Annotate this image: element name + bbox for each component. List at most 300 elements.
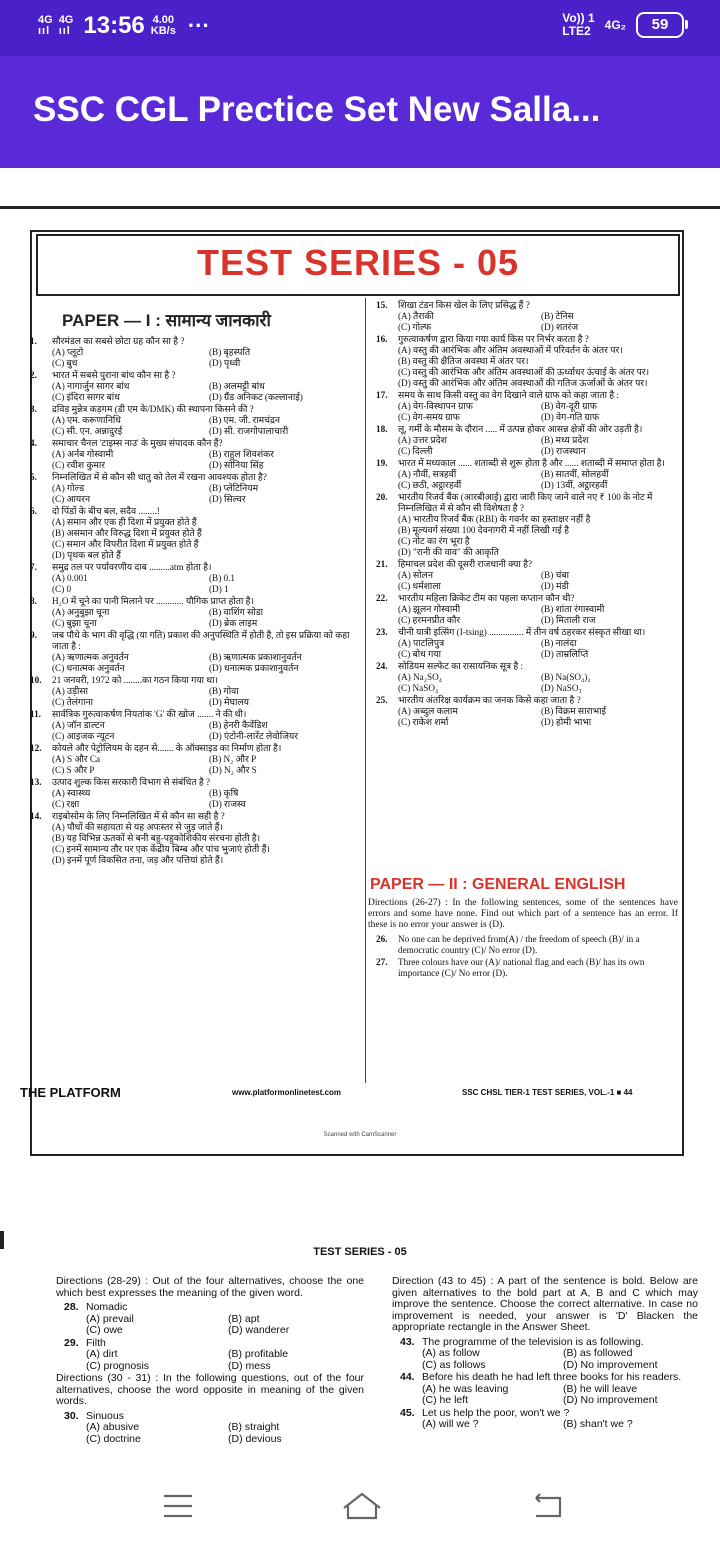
question-number: 22.	[376, 593, 388, 603]
footer-url: www.platformonlinetest.com	[232, 1088, 342, 1097]
question-body	[52, 472, 360, 505]
question-options	[52, 449, 360, 471]
signal-2	[59, 15, 74, 37]
option: (D) 13वीं, अट्ठारहवीं	[541, 480, 608, 490]
option: (B) नालंदा	[541, 638, 577, 648]
option: (C) समान और विपरीत दिशा में प्रयुक्त होते हैं	[52, 539, 199, 549]
option: (B) वस्तु की क्षैतिज अवस्था में अंतर पर।	[398, 356, 529, 366]
test-series-banner	[36, 234, 680, 296]
option: (B) प्लेटिनियम	[209, 483, 259, 493]
question-text: राइबोसोम के लिए निम्नलिखित में से कौन सा सही है ?	[52, 811, 225, 821]
question-body	[52, 404, 360, 437]
option: (D) No improvement	[563, 1358, 658, 1371]
question-body	[52, 370, 360, 403]
question-item	[368, 695, 678, 728]
option: (A) अब्दुल कलाम	[398, 706, 458, 716]
option: (A) prevail	[86, 1312, 134, 1325]
question-text: समाचार चैनल 'टाइम्स नाउ' के मुख्य संपादक कौन हैं?	[52, 438, 223, 448]
question-options	[398, 345, 678, 389]
option: (D) वस्तु की आरंभिक और अंतिम अवस्थाओं की गतिज ऊर्जाओं के अंतर पर।	[398, 378, 648, 388]
option: (D) पृथ्वी	[209, 358, 241, 368]
option: (A) he was leaving	[422, 1382, 509, 1395]
question-options	[398, 638, 678, 660]
question-body	[398, 627, 678, 660]
question-options	[422, 1384, 698, 1407]
question-44	[392, 1372, 698, 1407]
question-options	[398, 706, 678, 728]
question-item	[368, 334, 678, 389]
option: (B) असमान और विरुद्ध दिशा में प्रयुक्त होते हैं	[52, 528, 202, 538]
question-number: 5.	[30, 472, 37, 482]
signal-bars-icon: ııl	[38, 25, 51, 37]
question-number: 43.	[400, 1335, 415, 1348]
question-text: Three colours have our (A)/ national flag and each (B)/ has its own importance (C)/ No error (D).	[398, 957, 645, 978]
option: (A) उत्तर प्रदेश	[398, 435, 447, 445]
option: (C) रक्षा	[52, 799, 80, 809]
question-options	[422, 1419, 698, 1431]
question-body	[52, 630, 360, 674]
question-text: चीनी यात्री इत्सिंग (I-tsing) ............... में तीन वर्ष ठहरकर संस्कृत सीखा था।	[398, 627, 646, 637]
option: (A) पौधों की सहायता से यह अपःस्तर से जुड़ जाते हैं।	[52, 822, 224, 832]
question-text: Filth	[86, 1336, 106, 1349]
option: (B) एम. जी. रामचंद्रन	[209, 415, 280, 425]
question-item	[22, 811, 360, 866]
option: (C) he left	[422, 1394, 469, 1406]
page2-right-column	[392, 1276, 698, 1432]
option: (D) मंडी	[541, 581, 569, 591]
speed-unit: KB/s	[150, 25, 176, 37]
question-number: 2.	[30, 370, 37, 380]
question-30	[56, 1411, 364, 1446]
question-item	[368, 593, 678, 626]
option: (A) प्लूटो	[52, 347, 84, 357]
question-body	[398, 661, 678, 694]
question-item	[368, 627, 678, 660]
option: (A) नौवीं, सत्रहवीं	[398, 469, 457, 479]
option: (A) अनुबुझा चूना	[52, 607, 110, 617]
question-options	[52, 822, 360, 866]
paper1-left-column	[22, 336, 360, 867]
option: (C) doctrine	[86, 1432, 141, 1445]
option: (A) will we ?	[422, 1418, 479, 1430]
option: (D) वेग-गति ग्राफ	[541, 412, 600, 422]
option: (B) वेग-दूरी ग्राफ	[541, 401, 597, 411]
question-body	[398, 390, 678, 423]
option: (C) इनमें सामान्य तौर पर एक केंद्रीय बिम्ब और पांच भुजाएं होती हैं।	[52, 844, 270, 854]
question-options	[398, 311, 678, 333]
question-number: 21.	[376, 559, 388, 569]
document-viewer[interactable]	[0, 168, 720, 1468]
question-item	[392, 1408, 698, 1431]
option: (B) शांता रंगास्वामी	[541, 604, 605, 614]
question-body	[86, 1411, 364, 1446]
question-number: 45.	[400, 1406, 415, 1419]
question-body	[52, 675, 360, 708]
question-options	[398, 401, 678, 423]
question-options	[52, 483, 360, 505]
option: (D) ताम्रलिप्ति	[541, 649, 589, 659]
question-number: 1.	[30, 336, 37, 346]
question-body	[422, 1372, 698, 1407]
paper1-right-column	[368, 300, 678, 729]
question-28	[56, 1302, 364, 1337]
question-number: 7.	[30, 562, 37, 572]
option: (D) wanderer	[228, 1324, 290, 1336]
question-text: हिमाचल प्रदेश की दूसरी राजधानी क्या है?	[398, 559, 533, 569]
question-number: 14.	[30, 811, 42, 821]
option: (C) आयरन	[52, 494, 91, 504]
question-number: 3.	[30, 404, 37, 414]
option: (C) सी. एन. अन्नादुरई	[52, 426, 123, 436]
question-options	[86, 1422, 364, 1445]
option: (A) समान और एक ही दिशा में प्रयुक्त होते हैं	[52, 517, 197, 527]
question-text: निम्नलिखित में से कौन सी धातु को तेल में रखना आवश्यक होता है?	[52, 472, 267, 482]
option: (D) राजस्व	[209, 799, 246, 809]
battery-icon: 59	[636, 12, 684, 38]
option: (B) वाशिंग सोडा	[209, 607, 264, 617]
option: (C) गोल्फ	[398, 322, 432, 332]
option: (C) NaSO₄	[398, 683, 439, 693]
question-number: 24.	[376, 661, 388, 671]
question-item	[368, 559, 678, 592]
question-text: H₂O में चूने का पानी मिलाने पर ............ यौगिक प्राप्त होता है।	[52, 596, 255, 606]
question-text: Let us help the poor, won't we ?	[422, 1406, 570, 1419]
question-body	[422, 1337, 698, 1372]
question-number: 12.	[30, 743, 42, 753]
question-text: Nomadic	[86, 1301, 128, 1313]
question-options	[52, 788, 360, 810]
question-number: 15.	[376, 300, 388, 310]
question-body	[398, 593, 678, 626]
question-options	[52, 347, 360, 369]
option: (A) सोलन	[398, 570, 433, 580]
question-number: 20.	[376, 492, 388, 502]
option: (C) दिल्ली	[398, 446, 433, 456]
question-options	[398, 604, 678, 626]
option: (B) चंबा	[541, 570, 570, 580]
question-item	[368, 661, 678, 694]
question-text: भारतीय अंतरिक्ष कार्यक्रम का जनक किसे कहा जाता है ?	[398, 695, 581, 705]
question-item	[368, 300, 678, 333]
app-title: SSC CGL Prectice Set New Salla...	[33, 90, 601, 129]
question-body	[398, 458, 678, 491]
question-options	[52, 754, 360, 776]
question-options	[52, 686, 360, 708]
option: (C) धर्मशाला	[398, 581, 441, 591]
option: (B) apt	[228, 1312, 260, 1325]
signal-1	[38, 15, 53, 37]
option: (C) बुझा चूना	[52, 618, 97, 628]
question-item	[22, 404, 360, 437]
option: (C) राकेश शर्मा	[398, 717, 449, 727]
question-body	[52, 777, 360, 810]
question-text: भारतीय महिला क्रिकेट टीम का पहला कप्तान कौन थी?	[398, 593, 575, 603]
status-bar	[0, 0, 720, 56]
question-43	[392, 1337, 698, 1372]
option: (D) राजस्थान	[541, 446, 586, 456]
option: (A) स्वास्थ्य	[52, 788, 91, 798]
question-body	[398, 934, 678, 956]
question-text: द्रविड़ मुन्नेत्र कड़गम (डी एम के/DMK) की स्थापना किसने की ?	[52, 404, 254, 414]
option: (B) हेनरी कैवेंडिश	[209, 720, 268, 730]
question-number: 10.	[30, 675, 42, 685]
option: (D) सोनिया सिंह	[209, 460, 264, 470]
page-top-rule	[0, 206, 720, 209]
question-item	[22, 562, 360, 595]
option: (B) मध्य प्रदेश	[541, 435, 589, 445]
directions-30-31: Directions (30 - 31) : In the following questions, out of the four alternatives, choose the word opposite in meaning of the given words.	[56, 1372, 364, 1407]
question-item	[368, 957, 678, 979]
question-body	[86, 1338, 364, 1373]
option: (C) बुध	[52, 358, 78, 368]
option: (B) मूल्यवर्ग संख्या 100 देवनागरी में नहीं लिखी गई है	[398, 525, 569, 535]
option: (C) prognosis	[86, 1359, 150, 1372]
option: (C) आइजक न्यूटन	[52, 731, 115, 741]
option: (A) गोल्ड	[52, 483, 85, 493]
option: (A) पाटलिपुत्र	[398, 638, 445, 648]
paper1-heading: PAPER — I : सामान्य जानकारी	[62, 311, 271, 330]
option: (C) हरमनप्रीत कौर	[398, 615, 461, 625]
question-item	[368, 492, 678, 558]
question-body	[398, 492, 678, 558]
option: (C) 0	[52, 584, 72, 594]
question-text: No one can be deprived from(A) / the freedom of speech (B)/ in a democratic country (C)/ No error (D).	[398, 934, 640, 955]
option: (D) "रानी की वाव" की आकृति	[398, 547, 499, 557]
question-text: जब पौधे के भाग की वृद्धि (या गति) प्रकाश की अनुपस्थिति में होती है, तो इस प्रक्रिया को कहा जाता है :	[52, 630, 350, 651]
question-item	[56, 1302, 364, 1337]
question-options	[52, 652, 360, 674]
scanned-watermark: Scanned with CamScanner	[323, 1132, 397, 1138]
question-item	[22, 743, 360, 776]
question-item	[368, 934, 678, 956]
question-item	[56, 1338, 364, 1373]
volte-top: Vo)) 1	[562, 11, 595, 25]
option: (A) dirt	[86, 1348, 118, 1360]
question-body	[398, 424, 678, 457]
question-item	[22, 438, 360, 471]
directions-43-45: Direction (43 to 45) : A part of the sentence is bold. Below are given alternatives to the bold part at A, B and C which may improve the sentence. Choose the correct alternative. In case no improvement is needed, your answer is 'D' Blacken the appropriate rectangle in the Answer Sheet.	[392, 1275, 698, 1333]
question-options	[398, 570, 678, 592]
question-number: 28.	[64, 1301, 79, 1313]
question-item	[56, 1411, 364, 1446]
option: (B) profitable	[228, 1348, 289, 1360]
option: (B) अलमट्टी बांध	[209, 381, 265, 391]
english-directions: Directions (26-27) : In the following sentences, some of the sentences have errors and some have none. Find out which part of a sentence has an error. If these is no error your answer is (D).	[368, 898, 678, 930]
network-speed	[151, 15, 176, 37]
question-body	[52, 336, 360, 369]
option: (B) यह विभिन्न ऊतकों से बनी बहु-पहुकोशिकीय संरचना होती है।	[52, 833, 261, 843]
question-text: उत्पाद शुल्क किस सरकारी विभाग से संबंधित है ?	[52, 777, 211, 787]
question-options	[86, 1314, 364, 1337]
back-icon[interactable]	[530, 1488, 566, 1524]
option: (A) as follow	[422, 1347, 480, 1359]
question-number: 9.	[30, 630, 37, 640]
option: (B) सातवीं, सोलहवीं	[541, 469, 609, 479]
clock: 13:56	[83, 12, 145, 39]
column-divider	[365, 298, 366, 1083]
option: (A) S और Ca	[52, 754, 101, 764]
question-text: भारत में सबसे पुराना बांध कौन सा है ?	[52, 370, 176, 380]
option: (C) owe	[86, 1324, 123, 1336]
question-text: सार्वत्रिक गुरुत्वाकर्षण नियतांक 'G' की खोज ....... ने की थी।	[52, 709, 247, 719]
question-options	[398, 469, 678, 491]
question-number: 4.	[30, 438, 37, 448]
option: (A) अर्नब गोस्वामी	[52, 449, 114, 459]
question-number: 18.	[376, 424, 388, 434]
option: (D) होमी भाभा	[541, 717, 592, 727]
option: (C) इंदिरा सागर बांध	[52, 392, 120, 402]
option: (B) as followed	[563, 1347, 633, 1359]
question-text: सौरमंडल का सबसे छोटा ग्रह कौन सा है ?	[52, 336, 185, 346]
option: (A) ऋणात्मक अनुवर्तन	[52, 652, 129, 662]
question-number: 29.	[64, 1336, 79, 1349]
directions-28-29: Directions (28-29) : Out of the four alternatives, choose the one which best expresses the meaning of the given word.	[56, 1275, 364, 1299]
option: (B) straight	[228, 1421, 280, 1433]
question-options	[422, 1348, 698, 1371]
question-number: 26.	[376, 934, 388, 944]
option: (C) बोध गया	[398, 649, 441, 659]
option: (C) धनात्मक अनुवर्तन	[52, 663, 125, 673]
question-number: 13.	[30, 777, 42, 787]
paper2-heading: PAPER — II : GENERAL ENGLISH	[370, 876, 626, 893]
option: (D) सिल्वर	[209, 494, 246, 504]
option: (A) वेग-विस्थापन ग्राफ	[398, 401, 473, 411]
option: (A) तैराकी	[398, 311, 434, 321]
question-options	[398, 435, 678, 457]
question-options	[52, 607, 360, 629]
option: (A) भारतीय रिजर्व बैंक (RBI) के गवर्नर का हस्ताक्षर नहीं है	[398, 514, 591, 524]
question-45	[392, 1408, 698, 1431]
option: (C) S और P	[52, 765, 95, 775]
question-number: 17.	[376, 390, 388, 400]
question-text: गुरुत्वाकर्षण द्वारा किया गया कार्य किस पर निर्भर करता है ?	[398, 334, 589, 344]
question-item	[22, 630, 360, 674]
option: (D) devious	[228, 1432, 282, 1445]
question-options	[52, 415, 360, 437]
option: (D) शतरंज	[541, 322, 579, 332]
option: (A) झूलन गोस्वामी	[398, 604, 461, 614]
option: (B) बृहस्पति	[209, 347, 251, 357]
option: (C) as follows	[422, 1358, 486, 1371]
question-text: लू, गर्मी के मौसम के दौरान ..... में उत्पन्न होकर आसन्न क्षेत्रों की ओर उड़ती है।	[398, 424, 643, 434]
question-options	[398, 672, 678, 694]
app-bar	[0, 56, 720, 168]
network-label-2: 4G	[58, 14, 74, 26]
question-number: 11.	[30, 709, 41, 719]
speed-value: 4.00	[152, 14, 174, 26]
question-item	[368, 458, 678, 491]
question-options	[52, 517, 360, 561]
page2-left-column	[56, 1276, 364, 1446]
question-item	[22, 675, 360, 708]
option: (B) he will leave	[563, 1382, 638, 1395]
more-notifications-icon: ···	[187, 13, 210, 38]
question-body	[52, 743, 360, 776]
question-options	[52, 381, 360, 403]
menu-icon[interactable]	[160, 1488, 196, 1524]
option: (B) कृषि	[209, 788, 239, 798]
question-item	[368, 390, 678, 423]
question-body	[422, 1408, 698, 1431]
home-icon[interactable]	[340, 1488, 384, 1524]
question-options	[52, 573, 360, 595]
question-body	[398, 695, 678, 728]
question-number: 27.	[376, 957, 388, 967]
question-item	[22, 596, 360, 629]
question-item	[22, 709, 360, 742]
option: (C) तेलंगाना	[52, 697, 94, 707]
option: (C) नोट का रंग भूरा है	[398, 536, 470, 546]
question-text: समुद्र तल पर पर्यावरणीय दाब .........atm होता है।	[52, 562, 212, 572]
question-text: शिखा टंडन किस खेल के लिए प्रसिद्ध हैं ?	[398, 300, 530, 310]
question-text: दो पिंडों के बीच बल, सदैव ........!	[52, 506, 160, 516]
question-body	[52, 506, 360, 561]
question-body	[398, 300, 678, 333]
question-text: कोयले और पेट्रोलियम के दहन से....... के ऑक्साइड का निर्माण होता है।	[52, 743, 282, 753]
option: (C) रवीश कुमार	[52, 460, 106, 470]
question-number: 6.	[30, 506, 37, 516]
navigation-bar	[0, 1468, 720, 1544]
option: (D) ब्रेक लाइम	[209, 618, 258, 628]
page2-title: TEST SERIES - 05	[313, 1246, 407, 1258]
option: (B) Na(SO₄)₂	[541, 672, 591, 682]
volte-indicator	[562, 12, 594, 38]
question-item	[22, 370, 360, 403]
option: (A) Na₂SO₄	[398, 672, 442, 682]
option: (C) वेग-समय ग्राफ	[398, 412, 460, 422]
question-item	[392, 1337, 698, 1372]
question-item	[22, 336, 360, 369]
question-body	[52, 811, 360, 866]
footer-brand: THE PLATFORM	[20, 1085, 121, 1100]
question-text: Before his death he had left three books for his readers.	[422, 1371, 682, 1383]
option: (D) इनमें पूर्ण विकसित तना, जड़ और पत्तियां होते हैं।	[52, 855, 224, 865]
option: (B) राहुल शिवशंकर	[209, 449, 274, 459]
option: (C) वस्तु की आरंभिक और अंतिम अवस्थाओं की ऊर्ध्वाधर ऊंचाई के अंतर पर।	[398, 367, 650, 377]
option: (B) 0.1	[209, 573, 236, 583]
option: (D) मेघालय	[209, 697, 249, 707]
network-label-3: 4G₂	[604, 17, 626, 32]
question-options	[52, 720, 360, 742]
question-options	[398, 514, 678, 558]
question-text: समय के साथ किसी वस्तु का वेग दिखाने वाले ग्राफ को कहा जाता है :	[398, 390, 619, 400]
option: (A) नागार्जुन सागर बांध	[52, 381, 130, 391]
english-questions	[368, 934, 678, 979]
network-label-1: 4G	[38, 14, 53, 26]
question-body	[398, 559, 678, 592]
question-number: 25.	[376, 695, 388, 705]
footer-series: SSC CHSL TIER-1 TEST SERIES, VOL.-1 ■ 44	[462, 1088, 633, 1097]
volte-bottom: LTE2	[562, 24, 591, 38]
option: (A) उड़ीसा	[52, 686, 88, 696]
question-number: 44.	[400, 1371, 415, 1383]
option: (C) छठी, अट्ठारहवीं	[398, 480, 462, 490]
question-body	[398, 334, 678, 389]
option: (D) No improvement	[563, 1394, 658, 1406]
question-number: 8.	[30, 596, 37, 606]
option: (D) सी. राजगोपालाचारी	[209, 426, 289, 436]
question-text: भारतीय रिजर्व बैंक (आरबीआई) द्वारा जारी किए जाने वाले नए ₹ 100 के नोट में निम्नलिखित में से कौन सी विशेषता है ?	[398, 492, 653, 513]
question-number: 16.	[376, 334, 388, 344]
option: (D) पृथक बल होते हैं	[52, 550, 121, 560]
option: (D) धनात्मक प्रकाशानुवर्तन	[209, 663, 299, 673]
option: (B) विक्रम साराभाई	[541, 706, 606, 716]
option: (B) ऋणात्मक प्रकाशानुवर्तन	[209, 652, 302, 662]
option: (B) N₂ और P	[209, 754, 257, 764]
option: (D) mess	[228, 1359, 271, 1372]
question-text: The programme of the television is as following.	[422, 1335, 644, 1348]
option: (A) एम. करूणानिधि	[52, 415, 121, 425]
